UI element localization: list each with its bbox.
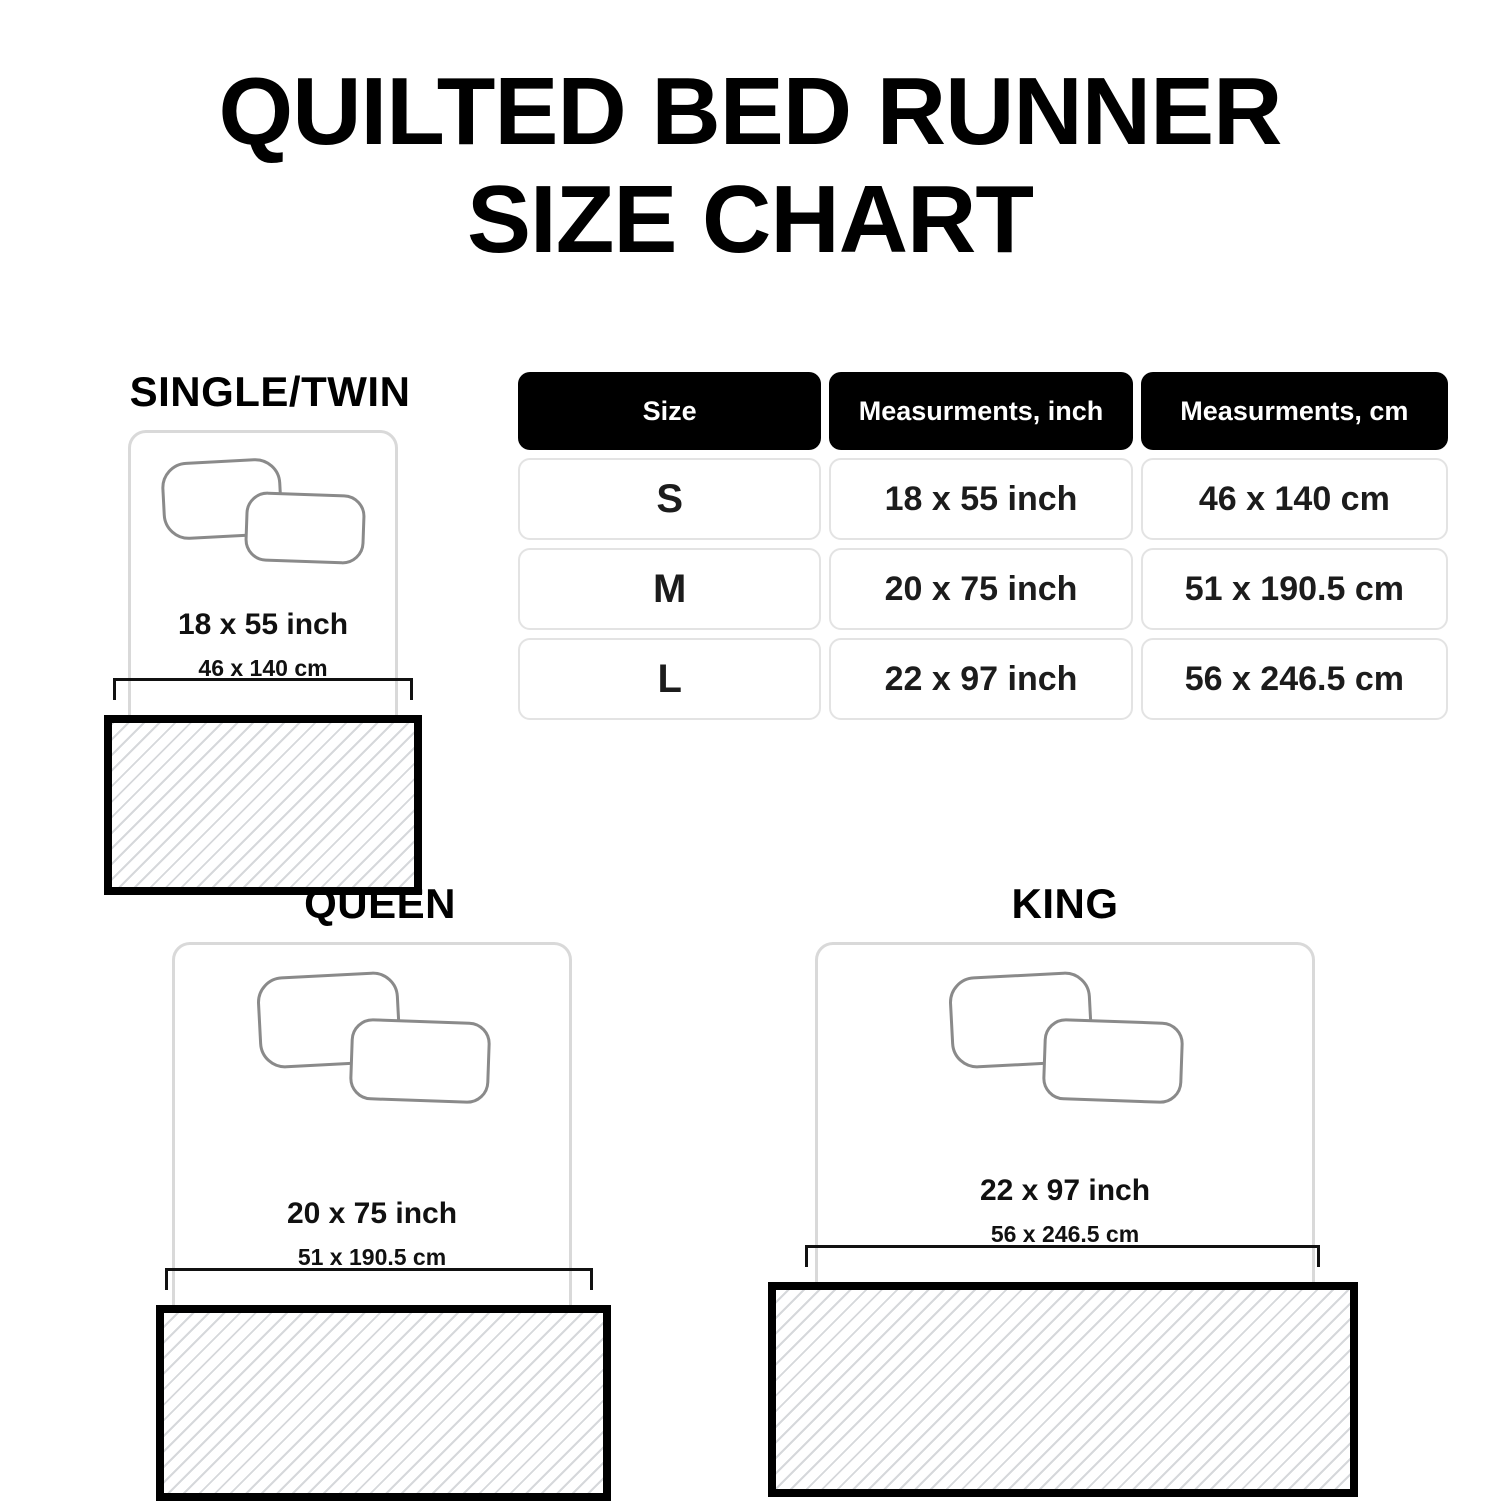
pillow-front-icon [349,1018,492,1105]
dimension-cm-king: 56 x 246.5 cm [990,1221,1140,1247]
cell-size-s: S [518,458,821,540]
column-header-size: Size [518,372,821,450]
column-header-measurements-inch: Measurments, inch [829,372,1132,450]
table-row [518,458,1448,540]
dimension-inch-queen: 20 x 75 inch [286,1197,458,1230]
bed-label-queen: QUEEN [304,880,456,927]
bed-diagram-king [805,880,1325,1502]
cell-cm-s: 46 x 140 cm [1141,458,1448,540]
cell-size-l: L [518,638,821,720]
bed-diagram-single-twin [90,368,450,900]
dimension-inch-king: 22 x 97 inch [979,1174,1151,1207]
bed-label-single-twin: SINGLE/TWIN [129,368,411,415]
size-table [518,372,1448,728]
cell-inch-s: 18 x 55 inch [829,458,1132,540]
table-row [518,548,1448,630]
page-title [0,58,1500,273]
cell-inch-l: 22 x 97 inch [829,638,1132,720]
cell-cm-m: 51 x 190.5 cm [1141,548,1448,630]
bed-label-king: KING [1011,880,1119,927]
pillow-front-icon [1042,1018,1185,1105]
measure-bracket-icon [165,1268,593,1290]
bed-runner-swatch-king [768,1282,1358,1497]
bed-stage-king [805,942,1325,1502]
table-row [518,638,1448,720]
bed-diagram-queen [160,880,600,1502]
bed-runner-swatch-queen [156,1305,611,1501]
cell-size-m: M [518,548,821,630]
cell-inch-m: 20 x 75 inch [829,548,1132,630]
cell-cm-l: 56 x 246.5 cm [1141,638,1448,720]
dimension-inch-single-twin: 18 x 55 inch [177,608,349,641]
pillow-front-icon [244,491,366,565]
bed-runner-swatch-single-twin [104,715,422,895]
title-line-2: SIZE CHART [467,165,1033,273]
dimension-cm-single-twin: 46 x 140 cm [198,655,328,681]
title-line-1: QUILTED BED RUNNER [218,58,1282,165]
dimension-cm-queen: 51 x 190.5 cm [297,1244,447,1270]
measure-bracket-icon [805,1245,1320,1267]
measure-bracket-icon [113,678,413,700]
column-header-measurements-cm: Measurments, cm [1141,372,1448,450]
bed-stage-queen [160,942,600,1502]
bed-stage-single-twin [90,430,450,900]
table-header-row [518,372,1448,450]
